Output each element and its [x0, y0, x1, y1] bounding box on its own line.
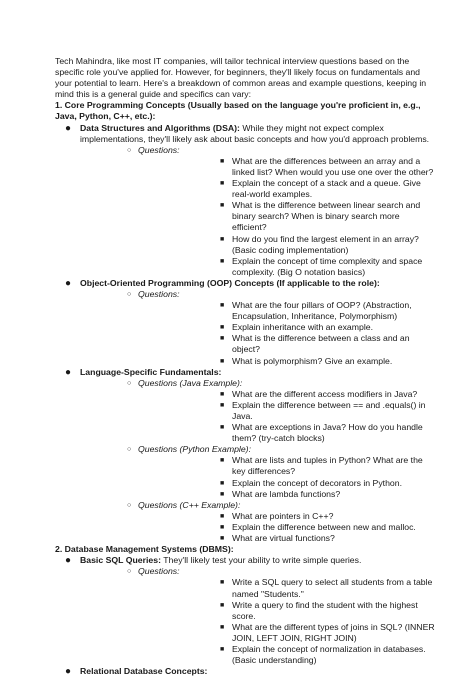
list-item	[55, 278, 435, 367]
question-item	[138, 356, 435, 367]
question-item	[138, 422, 435, 444]
question-list	[138, 511, 435, 544]
list-item	[80, 500, 435, 544]
intro-paragraph: Tech Mahindra, like most IT companies, will tailor technical interview questions based on the specific role you've applied for. However, for beginners, they'll likely focus on fundamentals and your potential to learn. Here's a breakdown of common areas and example questions, keeping in mind this is a general guide and specifics can vary:	[55, 56, 427, 100]
section-heading: 1. Core Programming Concepts (Usually based on the language you're proficient in, e.g., Java, Python, C++, etc.):	[55, 100, 421, 122]
square-bullet-icon: ■	[220, 180, 225, 188]
question-list	[138, 389, 435, 444]
question-item	[138, 577, 435, 599]
question-text: What are virtual functions?	[232, 533, 335, 544]
question-item	[138, 400, 435, 422]
questions-label: Questions (C++ Example):	[138, 499, 241, 510]
bullet-icon: ●	[65, 666, 72, 677]
circle-bullet-icon: ○	[127, 290, 132, 298]
questions-label: Questions:	[138, 288, 180, 299]
question-text: What is the difference between linear search and binary search? When is binary search more efficient?	[232, 200, 421, 233]
square-bullet-icon: ■	[220, 512, 225, 520]
square-bullet-icon: ■	[220, 257, 225, 265]
document-body	[55, 56, 435, 677]
question-list	[138, 455, 435, 499]
questions-label: Questions:	[138, 144, 180, 155]
question-item	[138, 156, 435, 178]
question-text: What are the differences between an array and a linked list? When would you use one over the other?	[232, 155, 434, 177]
square-bullet-icon: ■	[220, 401, 225, 409]
section-list	[55, 555, 435, 677]
square-bullet-icon: ■	[220, 324, 225, 332]
question-text: What are the different types of joins in SQL? (INNER JOIN, LEFT JOIN, RIGHT JOIN)	[232, 621, 435, 643]
sub-list	[80, 378, 435, 544]
question-item	[138, 622, 435, 644]
circle-bullet-icon: ○	[127, 501, 132, 509]
question-list	[138, 300, 435, 367]
question-item	[138, 644, 435, 666]
section-heading: 2. Database Management Systems (DBMS):	[55, 544, 234, 555]
question-item	[138, 455, 435, 477]
question-list	[138, 577, 435, 666]
question-item	[138, 533, 435, 544]
list-item	[80, 566, 435, 666]
topic-description: While they might not expect complex implementations, they'll likely ask about basic concepts and how you'd approach problems.	[80, 122, 430, 144]
circle-bullet-icon: ○	[127, 568, 132, 576]
question-text: What are lambda functions?	[232, 488, 341, 499]
sub-list	[80, 566, 435, 666]
square-bullet-icon: ■	[220, 457, 225, 465]
square-bullet-icon: ■	[220, 623, 225, 631]
question-text: What are exceptions in Java? How do you handle them? (try-catch blocks)	[232, 422, 423, 444]
topic-title: Relational Database Concepts:	[80, 666, 208, 677]
topic-title: Object-Oriented Programming (OOP) Concepts (If applicable to the role):	[80, 277, 380, 288]
question-text: What are lists and tuples in Python? What are the key differences?	[232, 455, 423, 477]
circle-bullet-icon: ○	[127, 379, 132, 387]
question-text: Explain the concept of time complexity and space complexity. (Big O notation basics)	[232, 255, 423, 277]
question-text: Explain the difference between new and malloc.	[232, 521, 416, 532]
question-item	[138, 256, 435, 278]
topic-title: Language-Specific Fundamentals:	[80, 366, 222, 377]
question-item	[138, 522, 435, 533]
bullet-icon: ●	[65, 277, 72, 289]
square-bullet-icon: ■	[220, 490, 225, 498]
question-item	[138, 178, 435, 200]
question-text: What are the different access modifiers in Java?	[232, 388, 418, 399]
list-item	[55, 666, 435, 677]
list-item	[80, 378, 435, 445]
question-text: Explain the concept of a stack and a queue. Give real-world examples.	[232, 178, 421, 200]
square-bullet-icon: ■	[220, 235, 225, 243]
question-item	[138, 389, 435, 400]
bullet-icon: ●	[65, 122, 72, 134]
topic-title: Data Structures and Algorithms (DSA):	[80, 122, 240, 133]
list-item	[55, 367, 435, 545]
list-item	[55, 555, 435, 666]
questions-label: Questions (Python Example):	[138, 444, 251, 455]
question-text: What is the difference between a class and an object?	[232, 333, 410, 355]
circle-bullet-icon: ○	[127, 446, 132, 454]
list-item	[80, 444, 435, 499]
bullet-icon: ●	[65, 366, 72, 378]
question-text: What are pointers in C++?	[232, 510, 334, 521]
question-text: Explain the difference between == and .equals() in Java.	[232, 399, 426, 421]
circle-bullet-icon: ○	[127, 146, 132, 154]
square-bullet-icon: ■	[220, 390, 225, 398]
question-item	[138, 300, 435, 322]
question-item	[138, 333, 435, 355]
question-text: Write a query to find the student with the highest score.	[232, 599, 418, 621]
square-bullet-icon: ■	[220, 302, 225, 310]
sub-list	[80, 145, 435, 278]
square-bullet-icon: ■	[220, 535, 225, 543]
square-bullet-icon: ■	[220, 645, 225, 653]
question-item	[138, 489, 435, 500]
list-item	[80, 145, 435, 278]
bullet-icon: ●	[65, 555, 72, 567]
topic-title: Basic SQL Queries:	[80, 555, 161, 566]
list-item	[55, 123, 435, 278]
question-text: What is polymorphism? Give an example.	[232, 355, 393, 366]
question-item	[138, 200, 435, 233]
square-bullet-icon: ■	[220, 424, 225, 432]
topic-description: They'll likely test your ability to write simple queries.	[160, 555, 362, 566]
square-bullet-icon: ■	[220, 202, 225, 210]
question-item	[138, 234, 435, 256]
question-item	[138, 600, 435, 622]
questions-label: Questions (Java Example):	[138, 377, 243, 388]
list-item	[80, 289, 435, 367]
question-text: Write a SQL query to select all students from a table named "Students."	[232, 577, 433, 599]
question-item	[138, 478, 435, 489]
question-item	[138, 322, 435, 333]
square-bullet-icon: ■	[220, 479, 225, 487]
questions-label: Questions:	[138, 566, 180, 577]
question-text: Explain the concept of normalization in databases. (Basic understanding)	[232, 643, 426, 666]
question-text: Explain inheritance with an example.	[232, 322, 374, 333]
question-text: How do you find the largest element in an array? (Basic coding implementation)	[232, 233, 419, 255]
square-bullet-icon: ■	[220, 523, 225, 531]
square-bullet-icon: ■	[220, 579, 225, 587]
question-text: Explain the concept of decorators in Python.	[232, 477, 402, 488]
square-bullet-icon: ■	[220, 357, 225, 365]
question-text: What are the four pillars of OOP? (Abstraction, Encapsulation, Inheritance, Polymorphism)	[232, 300, 412, 322]
question-item	[138, 511, 435, 522]
sub-list	[80, 289, 435, 367]
square-bullet-icon: ■	[220, 601, 225, 609]
square-bullet-icon: ■	[220, 157, 225, 165]
square-bullet-icon: ■	[220, 335, 225, 343]
question-list	[138, 156, 435, 278]
section-list	[55, 123, 435, 545]
